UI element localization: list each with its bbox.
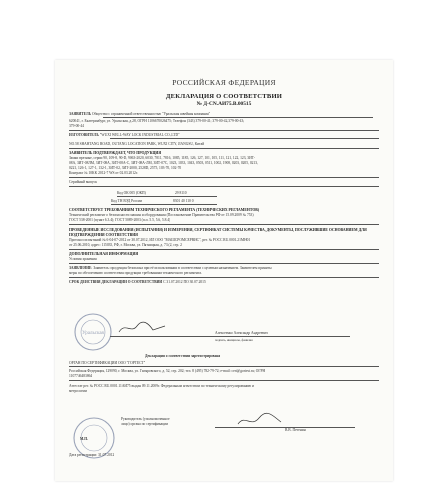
- divider: [69, 249, 379, 250]
- registration-address-2: 1107746483864: [69, 374, 93, 378]
- product-line-3: 0221, 126-1, 127-1, 132-1, 3ИТ-02, 3ИТ-2000, 2528D, 2575, 103-70, 102-70: [69, 166, 182, 170]
- divider: [111, 204, 217, 205]
- statement-label: ЗАЯВЛЕНИЕ: [69, 266, 92, 270]
- basis-line-2: от 25.06.2010, адрес: 115035, РФ, г. Москва, ул. Пятницкая, д. 73 (2, стр. 2: [69, 243, 182, 247]
- extra-line-1: Условия хранения: [69, 257, 97, 261]
- validity-line: [69, 280, 206, 285]
- svg-text:Уральская: Уральская: [82, 331, 104, 336]
- authority-role-1: Руководитель (уполномоченное: [121, 417, 170, 421]
- tnved-value: 8301 40 110 0: [173, 199, 194, 203]
- authority-name: В.В. Петенин: [285, 428, 306, 432]
- okp-value: 29 8110: [175, 191, 187, 195]
- requirements-line-2: ГОСТ 538-2001 (пункт 6.3.4); ГОСТ 5089-2003 (п.п. 5.5, 5.6, 5.8.4): [69, 218, 171, 222]
- divider: [117, 196, 217, 197]
- applicant-line-2: 620041, г. Екатеринбург, ул. Уральская, д.28, ОГРН 1106670026475; Телефон (343) 379-00-41; 379-00-42,379-00-43;: [69, 119, 245, 123]
- validity-value: С 31.07.2012 ПО 30.07.2015: [163, 280, 206, 284]
- signature-line: [110, 336, 350, 337]
- tnved-label: Код ТН ВЭД России: [111, 199, 142, 203]
- applicant-line-3: 379-00-44: [69, 124, 84, 128]
- country-title: РОССИЙСКАЯ ФЕДЕРАЦИЯ: [172, 78, 276, 87]
- product-label: ЗАЯВИТЕЛЬ ПОДТВЕРЖДАЕТ, ЧТО ПРОДУКЦИЯ: [69, 151, 162, 155]
- divider: [69, 366, 379, 367]
- applicant-signature: [117, 320, 167, 336]
- signatory-name: Алексеенко Александр Андреевич: [215, 331, 268, 335]
- stamp-label: М.П.: [80, 437, 88, 441]
- divider: [110, 138, 379, 139]
- signature-caption: подпись, инициалы, фамилия: [215, 338, 253, 342]
- attestat-line-1: Аттестат рег. № РОСС RU.0001.11АИ75 выдан 09.11.2009г. Федеральным агентством по техническому регулированию и: [69, 384, 254, 388]
- product-line-5: Серийный выпуск: [69, 180, 98, 184]
- applicant-seal: [73, 312, 113, 352]
- product-line-4: Контракт № 10KK 2012-7 WS от 02.03.2012г.: [69, 171, 138, 175]
- manufacturer-line-1: ИЗГОТОВИТЕЛЬ "WUXI WELL-WAY LOCK INDUSTRIAL CO.,LTD": [69, 133, 180, 137]
- declaration-number: № Д-CN.АИ75.В.00515: [196, 101, 252, 107]
- registration-org: ОРГАН ПО СЕРТИФИКАЦИИ ООО "ГОРТЕСТ": [69, 361, 146, 365]
- applicant-label: ЗАЯВИТЕЛЬ: [69, 112, 92, 116]
- divider: [69, 148, 379, 149]
- requirements-label: СООТВЕТСТВУЕТ ТРЕБОВАНИЯМ ТЕХНИЧЕСКОГО РЕГЛАМЕНТА (ТЕХНИЧЕСКИХ РЕГЛАМЕНТОВ): [69, 208, 260, 212]
- statement-line-2: меры по обеспечению соответствия продукции требованиям технического регламента.: [69, 271, 202, 275]
- manufacturer-label: ИЗГОТОВИТЕЛЬ: [69, 133, 99, 137]
- product-line-1: Замки врезные, серии 90, 109-8, 90-D, 9063-2020, 6030, 7811, 7816, 1085, 1185, 126, 127, 101, 105, 111, 121, 122, 123, 3ИТ-: [69, 156, 256, 160]
- divider: [69, 224, 379, 225]
- requirements-line-1: Технический регламент о безопасности машин и оборудования (Постановление Правительства РФ от 15.09.2009 № 753): [69, 213, 254, 217]
- declaration-document: [55, 60, 393, 481]
- registration-note: Декларация о соответствии зарегистрирована: [145, 354, 221, 358]
- validity-label: СРОК ДЕЙСТВИЯ ДЕКЛАРАЦИИ О СООТВЕТСТВИИ: [69, 280, 163, 284]
- document-title: ДЕКЛАРАЦИЯ О СООТВЕТСТВИИ: [165, 93, 283, 100]
- divider: [69, 263, 379, 264]
- statement-line-1: ЗАЯВЛЕНИЕ: Заявитель: продукция безопасна при её использовании в соответствии с целевым назначением. Заявителем приняты: [69, 266, 272, 270]
- divider: [103, 117, 373, 118]
- extra-label: ДОПОЛНИТЕЛЬНАЯ ИНФОРМАЦИЯ: [69, 252, 139, 256]
- manufacturer-line-2: NO.58 SHAHTANG ROAD, OUTANG LOCATION PARK, WUXI CITY, JIANGSU, Китай: [69, 142, 205, 146]
- registration-address-1: Российская Федерация, 129090, г. Москва, ул. Гиляровского, д. 52, стр. 202; тел. 8 (495) 782-79-72; е-mail: cert@gortest.ru; ОГРН: [69, 369, 266, 373]
- divider: [69, 277, 379, 278]
- okp-label: Код ОК 005 (ОКП): [117, 191, 146, 195]
- divider: [69, 380, 379, 381]
- divider: [69, 177, 379, 178]
- registration-date: Дата регистрации: 31.07.2012: [69, 453, 115, 457]
- divider: [69, 186, 379, 187]
- basis-label: ПРОВЕДЕННЫЕ ИССЛЕДОВАНИЯ (ИСПЫТАНИЯ) И ИЗМЕРЕНИЯ, СЕРТИФИКАТ СИСТЕМЫ КАЧЕСТВА, ДОКУМЕНТЫ, ПОСЛУЖИВШИЕ ОСНОВАНИЕМ ДЛЯ ПОДТВЕРЖДЕНИЯ СООТВЕТСТВИЯ: [69, 228, 367, 237]
- divider: [69, 130, 379, 131]
- product-line-2: 08А, 3ИТ-08ЛМ, 3ИТ-08А, 3ИТ-08А-С, 3ИТ-08А-ЛМ, 3ИТ-07С, 1023, 1033, 1043, 0503, 0511, 1002, 1908, 0203, 0205, 0213,: [69, 161, 258, 165]
- authority-role-2: лицо) органа по сертификации: [121, 422, 169, 426]
- applicant-line-1: ЗАЯВИТЕЛЬ Общество с ограниченной ответственностью "Уральская швейная компания": [69, 112, 211, 116]
- basis-line-1: Протокол испытаний № 6-04-07-2012 от 30.07.2012, ИЛ ООО "МАШСРОМСЕРВИС", рег. № РОСС RU.0001.21МН01: [69, 238, 251, 242]
- attestat-line-2: метрологии: [69, 389, 87, 393]
